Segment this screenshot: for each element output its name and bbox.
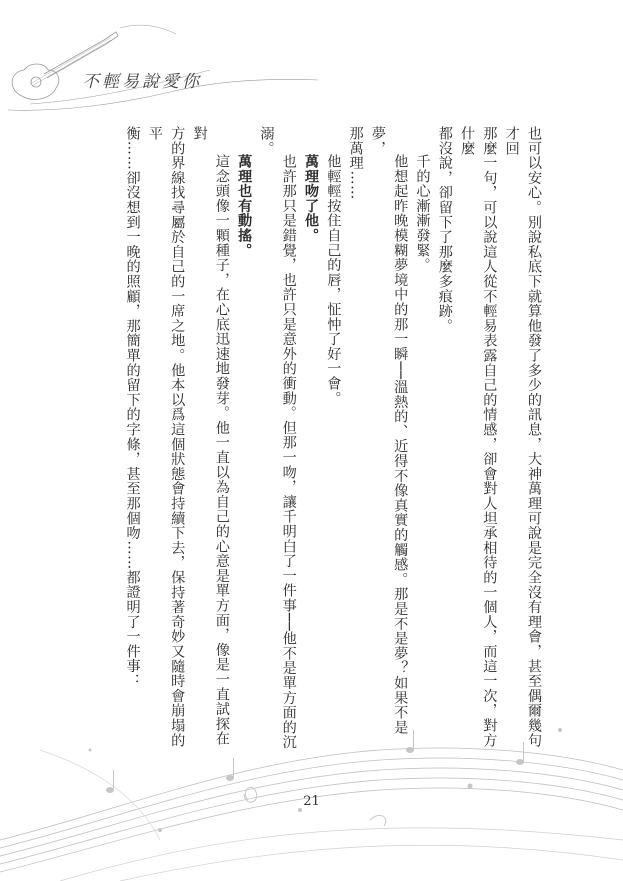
paragraph: 那萬理…… <box>347 126 364 200</box>
paragraph: 衡……卻沒想到一晚的照顧，那簡單的留下的字條，甚至那個吻……都證明了一件事： <box>124 126 141 689</box>
paragraph: 也可以安心。別說私底下就算他發了多少的訊息，大神萬理可說是完全沒有理會，甚至偶爾幾句才回 <box>503 126 542 748</box>
book-title: 不輕易說愛你 <box>82 72 202 92</box>
paragraph: 那麼一句，可以說這人從不輕易表露自己的情感，卻會對人坦承相待的一個人，而這一次，對方什麼 <box>459 126 498 748</box>
paragraph: 都沒說，卻留下了那麼多痕跡。 <box>436 126 453 334</box>
paragraph: 他想起昨晚模糊夢境中的那一瞬──溫熱的、近得不像真實的觸感。那是不是夢？如果不是夢， <box>369 126 409 736</box>
music-staff-decoration <box>0 690 623 881</box>
guitar-header-decoration <box>0 0 320 120</box>
page-number: 21 <box>303 794 320 809</box>
paragraph: 這念頭像一顆種子，在心底迅速地發芽。他一直以為自己的心意是單方面，像是一直試探在對 <box>191 126 230 747</box>
emphasis-paragraph: 萬理吻了他。 <box>303 154 320 244</box>
paragraph: 方的界線找尋屬於自己的一席之地。他本以爲這個狀態會持續下去，保持著奇妙又隨時會崩塌的平 <box>146 126 186 748</box>
emphasis-paragraph: 萬理也有動搖。 <box>236 154 253 258</box>
paragraph: 也許那只是錯覺，也許只是意外的衝動。但那一吻，讓千明白了一件事──他不是單方面的沉溺。 <box>258 126 297 750</box>
paragraph: 他輕輕按住自己的唇，怔忡了好一會。 <box>325 154 342 406</box>
paragraph: 千的心漸漸發緊。 <box>414 154 431 273</box>
body-text <box>75 126 545 756</box>
